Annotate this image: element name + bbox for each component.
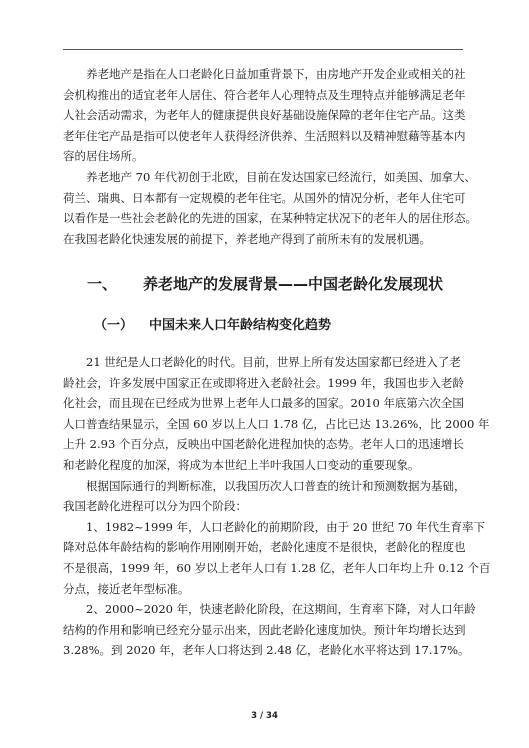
intro-paragraph-1 [63,64,466,167]
body-section [63,352,491,661]
text-line: 容的居住场所。 [63,149,144,164]
text-line: 荷兰、瑞典、日本都有一定规模的老年住宅。从国外的情况分析，老年人住宅可 [63,190,466,205]
section-heading-text: 养老地产的发展背景——中国老龄化发展现状 [143,275,444,293]
text-line: 和老龄化程度的加深，将成为本世纪上半叶我国人口变动的重要现象。 [63,457,420,472]
intro-section [63,64,477,251]
body-paragraph-3 [63,517,491,599]
text-line: 不是很高，1999 年，60 岁以上老年人口有 1.28 亿，老年人口年均上升 0.12 个百 [63,560,491,575]
text-line: 降对总体年龄结构的影响作用刚刚开始，老龄化速度不是很快，老龄化的程度也 [63,540,466,555]
text-line: 3.28%。到 2020 年，老年人口将达到 2.48 亿，老龄化水平将达到 17.17%。 [63,643,470,658]
text-line: 人社会活动需求，为老年人的健康提供良好基础设施保障的老年住宅产品。这类 [63,108,466,123]
text-line: 根据国际通行的判断标准，以我国历次人口普查的统计和预测数据为基础， [86,478,466,493]
text-line: 结构的作用和影响已经充分显示出来，因此老龄化速度加快。预计年均增长达到 [63,622,466,637]
text-line: 人口普查结果显示，全国 60 岁以上人口 1.78 亿，占比已达 13.26%，比 2000 年 [63,416,490,431]
text-line: 我国老龄化进程可以分为四个阶段： [63,499,247,514]
text-line: 分点，接近老年型标准。 [63,581,190,596]
text-line: 以看作是一些社会老龄化的先进的国家，在某种特定状况下的老年人的居住形态。 [63,211,477,226]
text-line: 龄社会，许多发展中国家正在或即将进入老龄社会。1999 年，我国也步入老龄 [63,375,464,390]
body-paragraph-1 [63,352,490,476]
section-heading-number: 一、 [87,275,118,293]
text-line: 老年住宅产品是指可以使老年人获得经济供养、生活照料以及精神慰藉等基本内 [63,128,466,143]
text-line: 养老地产 70 年代初创于北欧，目前在发达国家已经流行，如美国、加拿大、 [86,169,476,184]
subsection-heading-text: 中国未来人口年龄结构变化趋势 [149,318,332,333]
text-line: 养老地产是指在人口老龄化日益加重背景下，由房地产开发企业或相关的社 [86,67,466,81]
header-rule [63,49,463,50]
text-line: 21 世纪是人口老龄化的时代。目前，世界上所有发达国家都已经进入了老 [86,355,461,369]
intro-paragraph-2 [63,167,477,249]
page-number: 3 / 34 [251,711,278,721]
text-line: 上升 2.93 个百分点，反映出中国老龄化进程加快的态势。老年人口的迅速增长 [63,437,464,452]
section-heading [63,273,463,295]
body-paragraph-4 [63,599,476,661]
text-line: 化社会，而且现在已经成为世界上老年人口最多的国家。2010 年底第六次全国 [63,396,464,411]
text-line: 会机构推出的适宜老年人居住、符合老年人心理特点及生理特点并能够满足老年 [63,87,466,102]
text-line: 2、2000~2020 年，快速老龄化阶段，在这期间，生育率下降，对人口年龄 [86,602,476,617]
text-line: 在我国老龄化快速发展的前提下，养老地产得到了前所未有的发展机遇。 [63,231,431,246]
body-paragraph-2 [63,476,466,517]
text-line: 1、1982~1999 年，人口老龄化的前期阶段，由于 20 世纪 70 年代生育率下 [86,519,486,534]
subsection-heading-number: （一） [94,318,134,333]
subsection-heading [63,316,463,336]
document-body [63,64,491,661]
